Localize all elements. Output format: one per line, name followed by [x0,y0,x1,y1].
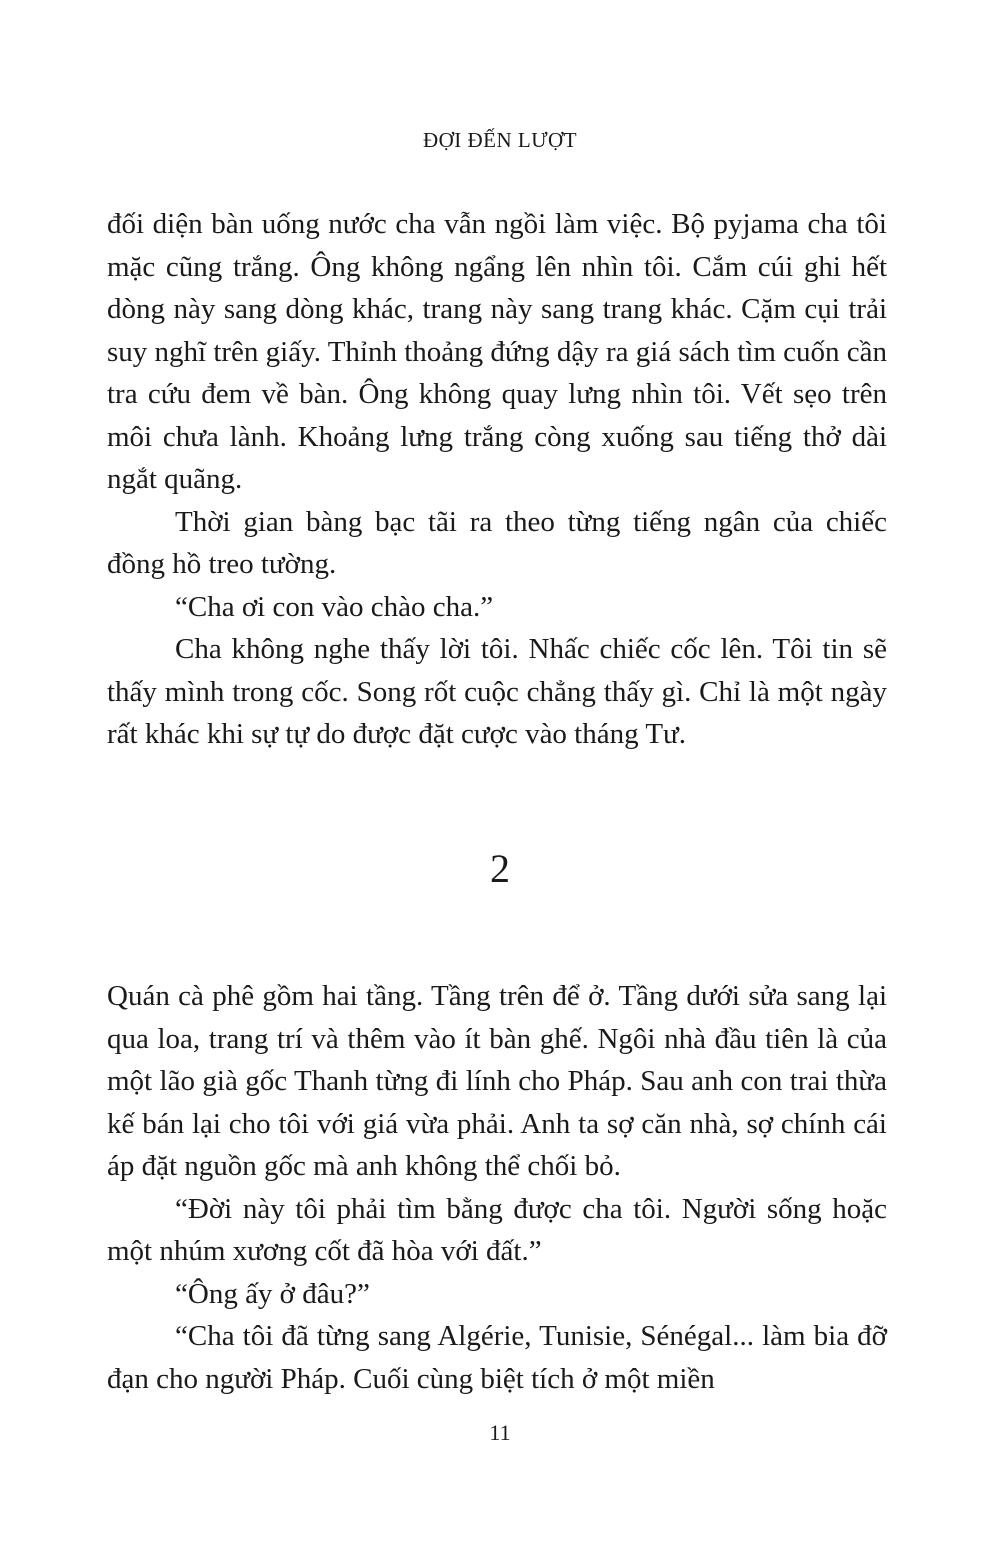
paragraph: Quán cà phê gồm hai tầng. Tầng trên để ở. Tầng dưới sửa sang lại qua loa, trang trí và thêm vào ít bàn ghế. Ngôi nhà đầu tiên là của một lão già gốc Thanh từng đi lính cho Pháp. Sau anh con trai thừa kế bán lại cho tôi với giá vừa phải. Anh ta sợ căn nhà, sợ chính cái áp đặt nguồn gốc mà anh không thể chối bỏ. [107,980,887,1182]
section-2-text [107,975,887,1400]
paragraph: Cha không nghe thấy lời tôi. Nhấc chiếc cốc lên. Tôi tin sẽ thấy mình trong cốc. Song rốt cuộc chẳng thấy gì. Chỉ là một ngày rất khác khi sự tự do được đặt cược vào tháng Tư. [107,633,887,750]
paragraph: “Cha ơi con vào chào cha.” [175,590,494,623]
section-1-text [107,203,887,756]
paragraph: “Cha tôi đã từng sang Algérie, Tunisie, Sénégal... làm bia đỡ đạn cho người Pháp. Cuối cùng biệt tích ở một miền [107,1320,887,1395]
paragraph: đối diện bàn uống nước cha vẫn ngồi làm việc. Bộ pyjama cha tôi mặc cũng trắng. Ông không ngẩng lên nhìn tôi. Cắm cúi ghi hết dòng này sang dòng khác, trang này sang trang khác. Cặm cụi trải suy nghĩ trên giấy. Thỉnh thoảng đứng dậy ra giá sách tìm cuốn cần tra cứu đem về bàn. Ông không quay lưng nhìn tôi. Vết sẹo trên môi chưa lành. Khoảng lưng trắng còng xuống sau tiếng thở dài ngắt quãng. [107,208,888,495]
chapter-number: 2 [490,846,510,891]
paragraph: “Đời này tôi phải tìm bằng được cha tôi. Người sống hoặc một nhúm xương cốt đã hòa với đất.” [107,1192,887,1267]
page-number: 11 [489,1420,511,1445]
paragraph: “Ông ấy ở đâu?” [175,1277,370,1310]
paragraph: Thời gian bàng bạc tãi ra theo từng tiếng ngân của chiếc đồng hồ treo tường. [107,505,887,580]
running-head: ĐỢI ĐẾN LƯỢT [422,128,578,152]
